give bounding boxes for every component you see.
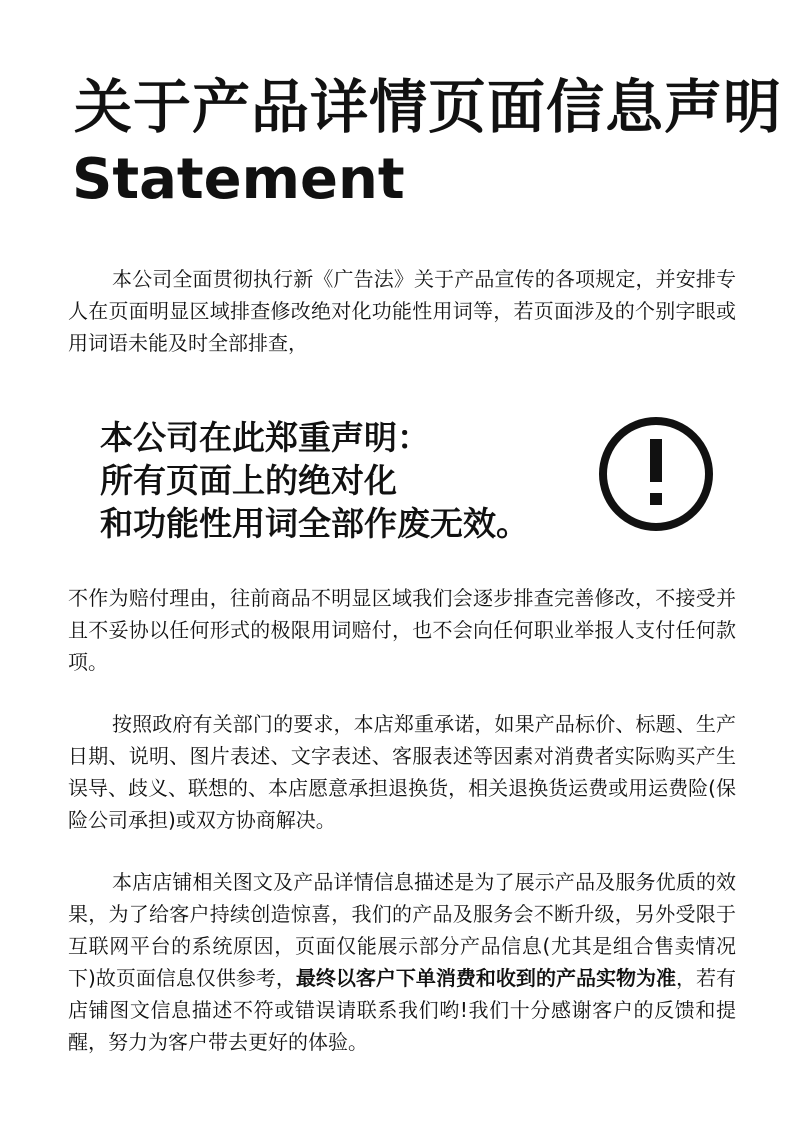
paragraph-intro: 本公司全面贯彻执行新《广告法》关于产品宣传的各项规定，并安排专人在页面明显区域排查修改绝对化功能性用词等，若页面涉及的个别字眼或用词语未能及时全部排查， (68, 267, 736, 355)
notice-block (100, 416, 529, 545)
disclaimer-text-1: 本店店铺相关图文及产品详情信息描述是为了展示产品及服务优质的效果，为了给客户持续创造惊喜，我们的产品及服务会不断升级，另外受限于互联网平台的系统原因，页面仅能展示部分产品信息(尤其是组合售卖情况下)故页面信息仅供参考， (68, 870, 736, 990)
notice-line-2: 所有页面上的绝对化 (100, 461, 397, 500)
paragraph-disclaimer (68, 866, 736, 1058)
page-title: 关于产品详情页面信息声明 (74, 73, 783, 141)
notice-line-1: 本公司在此郑重声明： (100, 418, 430, 457)
notice-line-3: 和功能性用词全部作废无效。 (100, 504, 529, 543)
exclamation-circle-icon (597, 415, 715, 533)
paragraph-no-compensation: 不作为赔付理由，往前商品不明显区域我们会逐步排查完善修改，不接受并且不妥协以任何形式的极限用词赔付，也不会向任何职业举报人支付任何款项。 (68, 586, 736, 674)
page-subtitle: Statement (72, 147, 405, 212)
disclaimer-bold-text: 最终以客户下单消费和收到的产品实物为准 (295, 966, 676, 990)
disclaimer-text-2: ，若有店铺图文信息描述不符或错误请联系我们哟!我们十分感谢客户的反馈和提醒，努力为客户带去更好的体验。 (68, 966, 736, 1054)
paragraph-commitment: 按照政府有关部门的要求，本店郑重承诺，如果产品标价、标题、生产日期、说明、图片表述、文字表述、客服表述等因素对消费者实际购买产生误导、歧义、联想的、本店愿意承担退换货，相关退换货运费或用运费险(保险公司承担)或双方协商解决。 (68, 712, 736, 832)
